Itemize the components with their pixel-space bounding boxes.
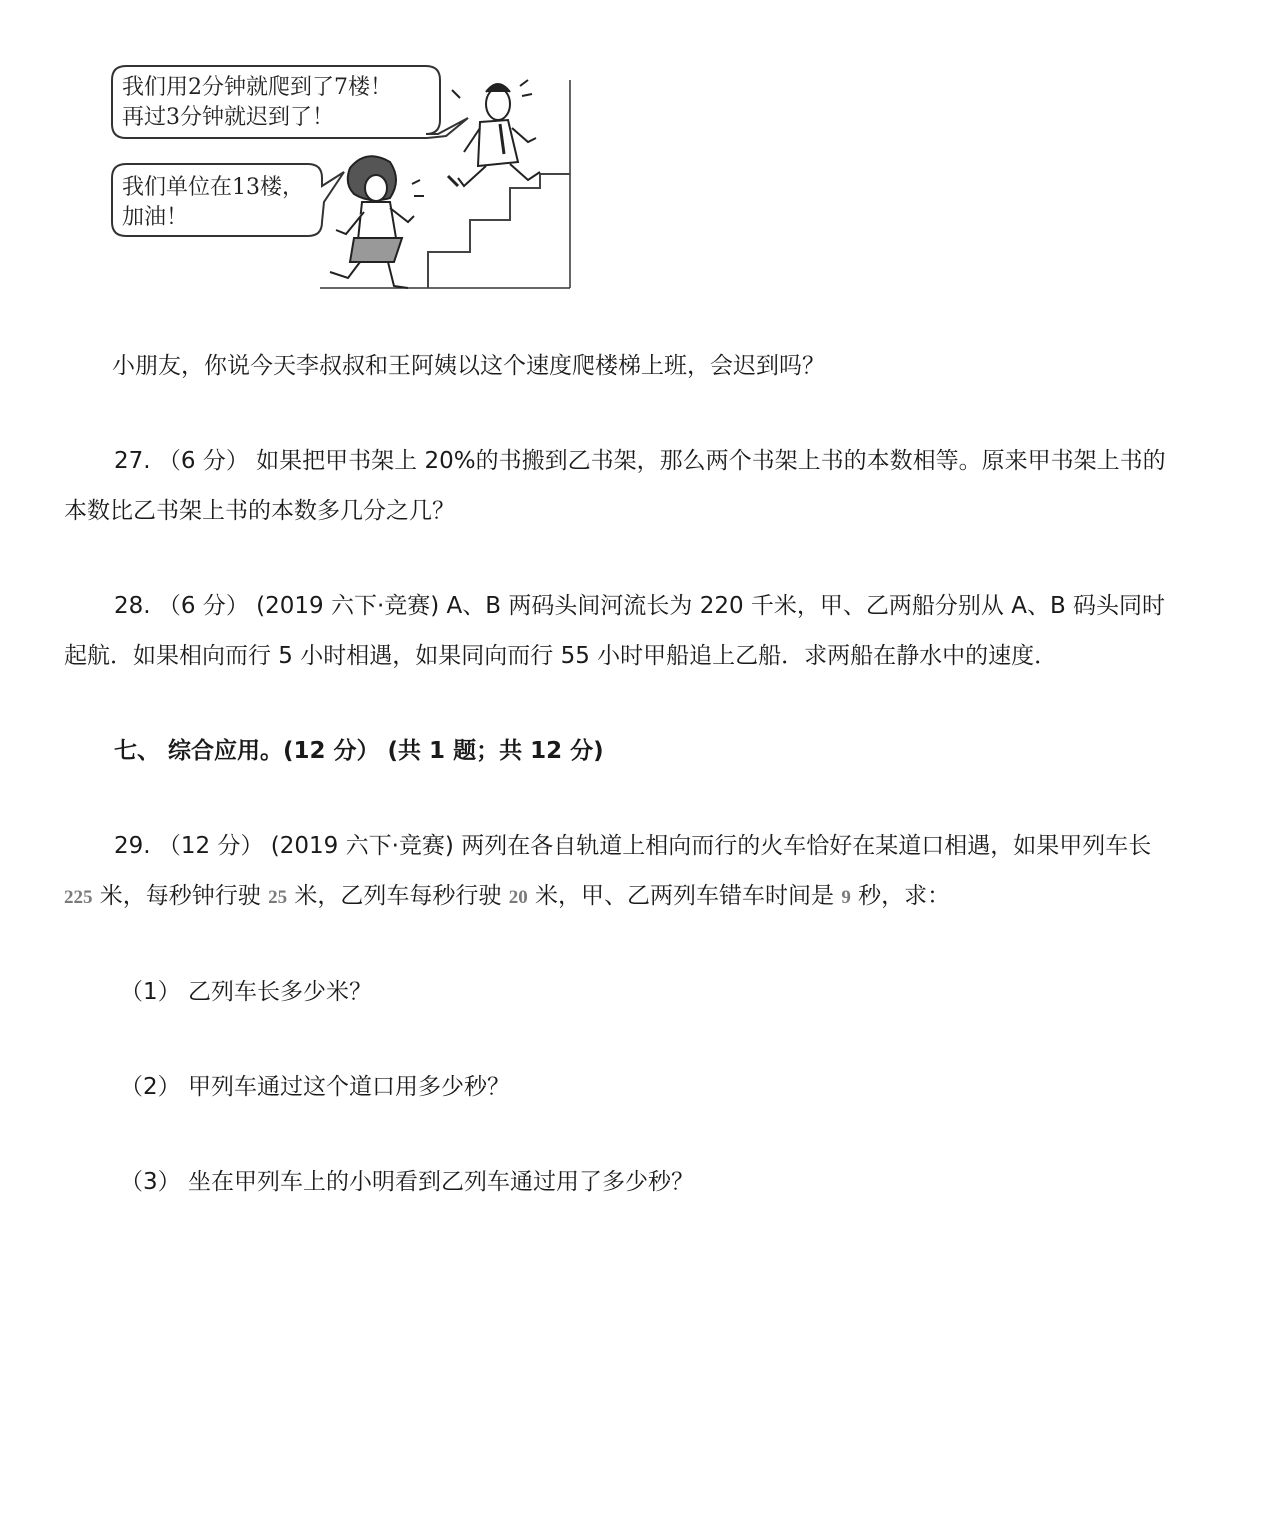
bubble-man-line1: 我们用2分钟就爬到了7楼！ — [122, 75, 392, 100]
bubble-man-line2: 再过3分钟就迟到了！ — [122, 105, 334, 130]
q29-sub2: （2） 甲列车通过这个道口用多少秒？ — [120, 1074, 510, 1100]
q29-text3: 米，甲、乙两列车错车时间是 — [527, 883, 842, 909]
q29-line2 — [64, 880, 950, 914]
q29-passing-time: 9 — [841, 887, 851, 908]
bubble-woman-line1: 我们单位在13楼， — [122, 175, 304, 200]
q28-line1: 28. （6 分） (2019 六下·竞赛) A、B 两码头间河流长为 220 千米，甲、乙两船分别从 A、B 码头同时 — [114, 593, 1166, 619]
q29-text4: 秒，求： — [850, 883, 951, 909]
q29-sub1: （1） 乙列车长多少米？ — [120, 979, 372, 1005]
q26-question: 小朋友，你说今天李叔叔和王阿姨以这个速度爬楼梯上班，会迟到吗？ — [112, 353, 825, 379]
staircase — [428, 174, 570, 288]
stairs-illustration-svg — [108, 62, 574, 294]
q29-sub3: （3） 坐在甲列车上的小明看到乙列车通过用了多少秒？ — [120, 1169, 694, 1195]
running-man-figure — [448, 80, 540, 186]
q29-train-a-speed: 25 — [268, 887, 288, 908]
q27-line1: 27. （6 分） 如果把甲书架上 20%的书搬到乙书架，那么两个书架上书的本数相等。原来甲书架上书的 — [114, 448, 1166, 474]
q29-text1: 米，每秒钟行驶 — [92, 883, 269, 909]
q27-line2: 本数比乙书架上书的本数多几分之几？ — [64, 498, 455, 524]
q29-text2: 米，乙列车每秒行驶 — [287, 883, 509, 909]
section7-heading: 七、 综合应用。(12 分） (共 1 题；共 12 分) — [114, 738, 604, 764]
q29-line1: 29. （12 分） (2019 六下·竞赛) 两列在各自轨道上相向而行的火车恰好在某道口相遇，如果甲列车长 — [114, 833, 1152, 859]
q28-line2: 起航．如果相向而行 5 小时相遇，如果同向而行 55 小时甲船追上乙船．求两船在静水中的速度． — [64, 643, 1058, 669]
bubble-woman-line2: 加油！ — [122, 205, 189, 230]
stairs-illustration — [108, 62, 574, 294]
running-woman-figure — [330, 156, 424, 288]
q29-train-a-length: 225 — [64, 887, 93, 908]
q29-train-b-speed: 20 — [508, 887, 528, 908]
